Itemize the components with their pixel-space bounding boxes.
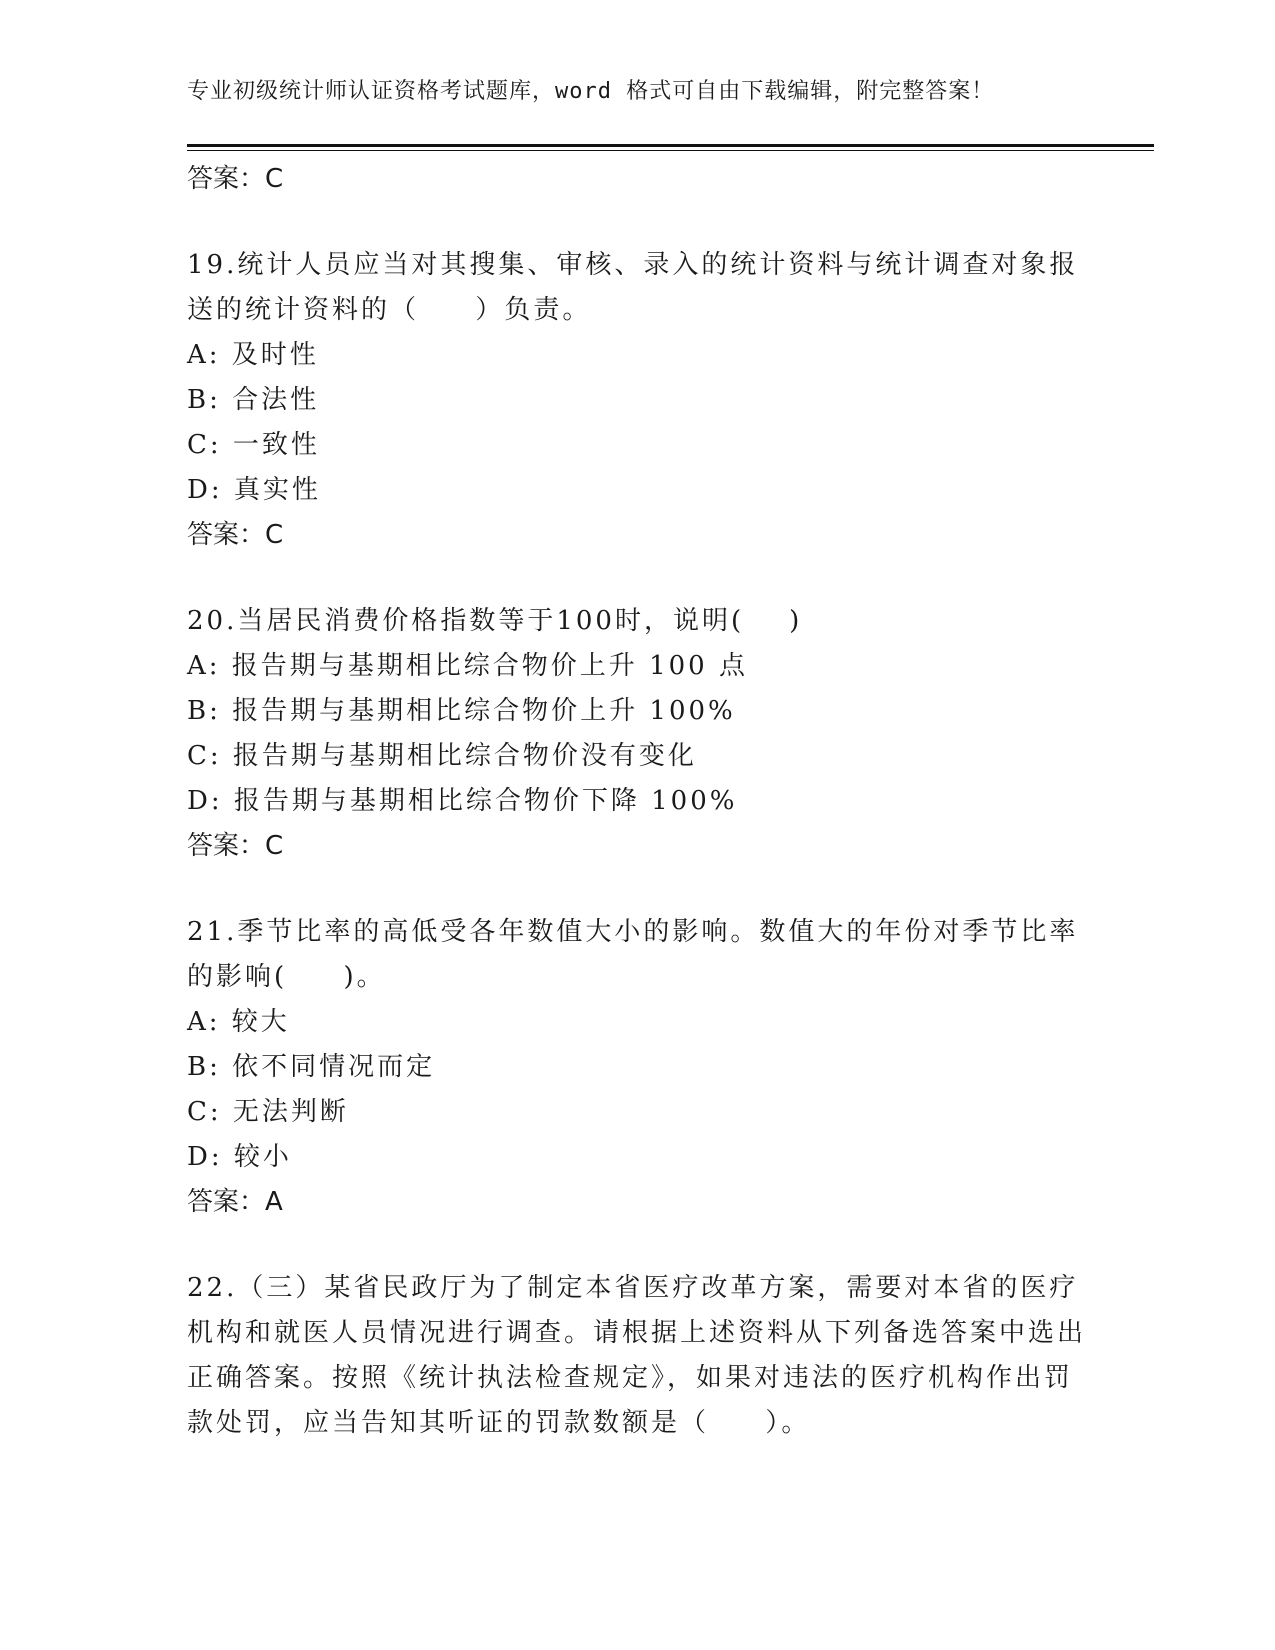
option-a: A: 及时性 <box>187 340 319 370</box>
option-d: D: 报告期与基期相比综合物价下降 100% <box>187 786 738 816</box>
option-d: D: 真实性 <box>187 475 321 505</box>
question-text: 20.当居民消费价格指数等于100时，说明( ) <box>187 606 803 636</box>
option-b: B: 报告期与基期相比综合物价上升 100% <box>187 696 736 726</box>
page-header: 专业初级统计师认证资格考试题库，word 格式可自由下载编辑，附完整答案！ <box>187 79 995 104</box>
question-text: 19.统计人员应当对其搜集、审核、录入的统计资料与统计调查对象报送的统计资料的（ ）负责。 <box>187 250 1079 325</box>
header-divider-thin <box>187 150 1154 151</box>
document-body <box>187 157 1087 1446</box>
answer-previous: 答案：C <box>187 164 284 194</box>
option-b: B: 合法性 <box>187 385 320 415</box>
option-a: A: 报告期与基期相比综合物价上升 100 点 <box>187 651 748 681</box>
option-a: A: 较大 <box>187 1007 290 1037</box>
header-divider-thick <box>187 144 1154 147</box>
answer: 答案：A <box>187 1187 283 1217</box>
option-d: D: 较小 <box>187 1142 292 1172</box>
option-c: C: 报告期与基期相比综合物价没有变化 <box>187 741 697 771</box>
question-21 <box>187 910 1087 1225</box>
option-c: C: 无法判断 <box>187 1097 349 1127</box>
question-22 <box>187 1266 1087 1446</box>
answer: 答案：C <box>187 831 284 861</box>
question-19 <box>187 243 1087 558</box>
option-b: B: 依不同情况而定 <box>187 1052 436 1082</box>
question-20 <box>187 599 1087 869</box>
question-text: 21.季节比率的高低受各年数值大小的影响。数值大的年份对季节比率的影响( )。 <box>187 917 1079 992</box>
question-text: 22.（三）某省民政厅为了制定本省医疗改革方案，需要对本省的医疗机构和就医人员情况进行调查。请根据上述资料从下列备选答案中选出正确答案。按照《统计执法检查规定》，如果对违法的医疗机构作出罚款处罚，应当告知其听证的罚款数额是（ ）。 <box>187 1273 1087 1438</box>
answer: 答案：C <box>187 520 284 550</box>
option-c: C: 一致性 <box>187 430 320 460</box>
